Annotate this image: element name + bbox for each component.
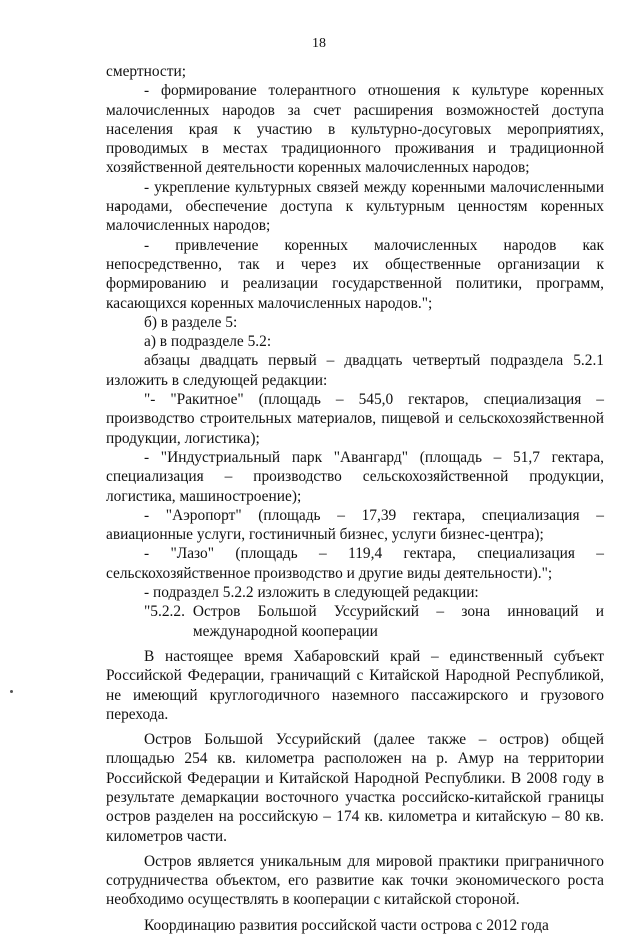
page-number: 18	[312, 36, 326, 51]
paragraph: - "Лазо" (площадь – 119,4 гектара, специализация – сельскохозяйственное производство и другие виды деятельности).";	[106, 545, 604, 582]
paragraph: Остров является уникальным для мировой практики приграничного сотрудничества объектом, его развитие как точки экономического роста необходимо осуществлять в кооперации с китайской стороной.	[106, 852, 604, 909]
paragraph: а) в подразделе 5.2:	[144, 333, 272, 351]
section-title-line: Остров Большой Уссурийский – зона инноваций и	[192, 603, 604, 621]
section-title	[193, 602, 604, 641]
paragraph: - "Аэропорт" (площадь – 17,39 гектара, специализация – авиационные услуги, гостиничный бизнес, услуги бизнес-центра);	[106, 506, 604, 544]
scan-speck	[10, 690, 13, 693]
paragraph: В настоящее время Хабаровский край – единственный субъект Российской Федерации, граничащий с Китайской Народной Республикой, не имеющий круглогодичного наземного пассажирского и грузового перехода.	[106, 647, 604, 723]
section-heading	[106, 602, 604, 641]
paragraph: "- "Ракитное" (площадь – 545,0 гектаров, специализация – производство строительных материалов, пищевой и сельскохозяйственной продукции, логистика);	[106, 391, 604, 447]
paragraph: Координацию развития российской части острова с 2012 года	[144, 916, 549, 934]
paragraph: Остров Большой Уссурийский (далее также – остров) общей площадью 254 кв. километра расположен на р. Амур на территории Российской Федерации и Китайской Народной Республики. В 2008 году в результате демаркации восточного участка российско-китайской границы остров разделен на российскую – 174 кв. километра и китайскую – 80 кв. километров части.	[106, 731, 604, 845]
paragraph: - привлечение коренных малочисленных народов как непосредственно, так и через их общественные организации к формированию и реализации государственной политики, программ, касающихся коренных малочисленных народов.";	[106, 236, 604, 312]
paragraph: смертности;	[106, 63, 187, 80]
document-body	[106, 62, 604, 935]
paragraph: - "Индустриальный парк "Авангард" (площадь – 51,7 гектара, специализация – производство сельскохозяйственной продукции, логистика, машиностроение);	[106, 448, 604, 505]
paragraph: б) в разделе 5:	[144, 313, 238, 331]
paragraph: - укрепление культурных связей между коренными малочисленными народами, обеспечение доступа к культурным ценностям коренных малочисленных народов;	[106, 178, 604, 235]
paragraph: - формирование толерантного отношения к культуре коренных малочисленных народов за счет расширения возможностей доступа населения края к участию в культурно-досуговых мероприятиях, проводимых в местах традиционного проживания и традиционной хозяйственной деятельности коренных малочисленных народов;	[106, 82, 604, 177]
section-title-line: международной кооперации	[192, 622, 378, 640]
paragraph: - подраздел 5.2.2 изложить в следующей редакции:	[144, 584, 479, 602]
paragraph: абзацы двадцать первый – двадцать четвертый подраздела 5.2.1 изложить в следующей редакции:	[106, 352, 604, 389]
section-number: "5.2.2.	[144, 603, 185, 621]
